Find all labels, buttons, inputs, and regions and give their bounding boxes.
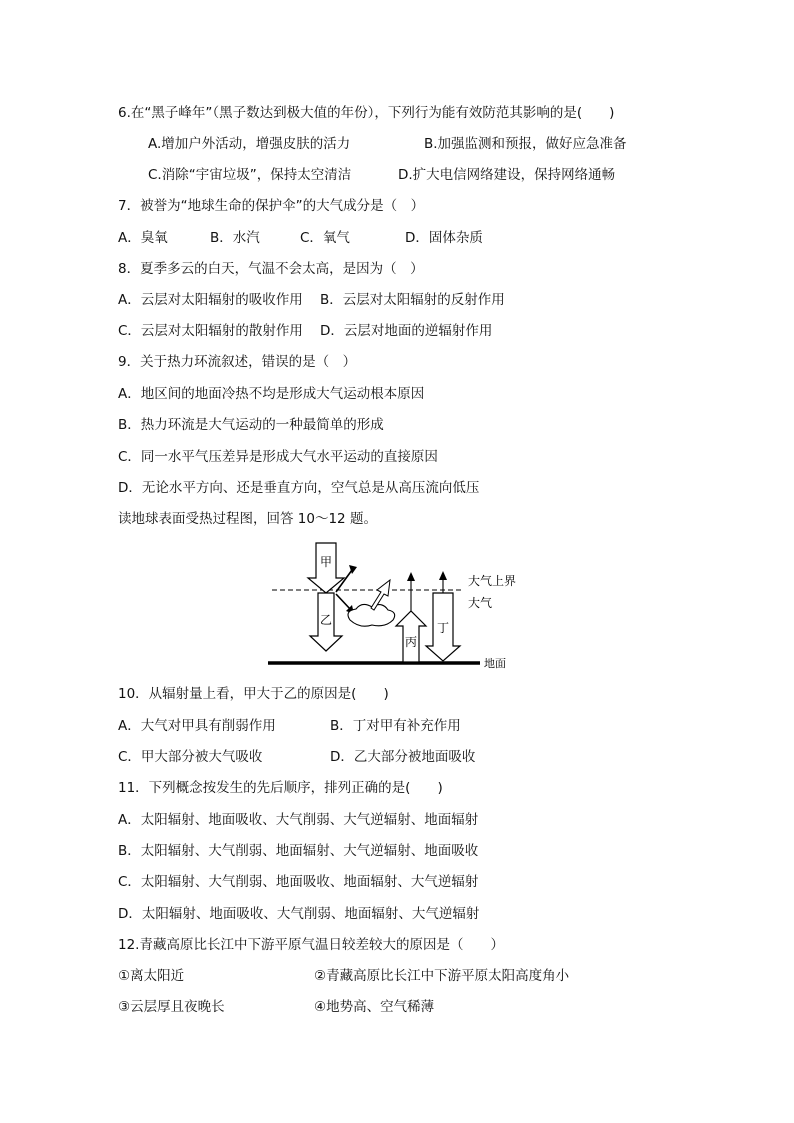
q6-option-d: D.扩大电信网络建设，保持网络通畅 bbox=[398, 167, 616, 183]
q6-stem: 6.在“黑子峰年”（黑子数达到极大值的年份），下列行为能有效防范其影响的是( ) bbox=[118, 105, 615, 121]
label-atmosphere: 大气 bbox=[468, 596, 493, 610]
q9-option-d: D．无论水平方向、还是垂直方向，空气总是从高压流向低压 bbox=[118, 480, 480, 496]
escape-arrowhead bbox=[407, 572, 415, 581]
q10-option-a: A．大气对甲具有削弱作用 bbox=[118, 718, 276, 734]
label-ground: 地面 bbox=[484, 657, 506, 670]
q9-option-b: B．热力环流是大气运动的一种最简单的形成 bbox=[118, 417, 384, 433]
q9-option-c: C．同一水平气压差异是形成大气水平运动的直接原因 bbox=[118, 449, 438, 465]
label-jia: 甲 bbox=[319, 555, 333, 569]
label-bing: 丙 bbox=[404, 635, 418, 649]
q7-option-c: C．氧气 bbox=[300, 230, 350, 246]
q12-option-3: ③云层厚且夜晚长 bbox=[118, 999, 225, 1015]
ding-arrowhead bbox=[439, 571, 447, 580]
q12-stem: 12.青藏高原比长江中下游平原气温日较差较大的原因是（ ） bbox=[118, 937, 504, 953]
q6-option-c: C.消除“宇宙垃圾”，保持太空清洁 bbox=[148, 167, 352, 183]
q9-option-a: A．地区间的地面冷热不均是形成大气运动根本原因 bbox=[118, 386, 425, 402]
q10-option-c: C．甲大部分被大气吸收 bbox=[118, 749, 263, 765]
q12-option-1: ①离太阳近 bbox=[118, 968, 185, 984]
q12-option-2: ②青藏高原比长江中下游平原太阳高度角小 bbox=[314, 968, 570, 984]
q8-option-c: C．云层对太阳辐射的散射作用 bbox=[118, 323, 303, 339]
q7-option-a: A．臭氧 bbox=[118, 230, 168, 246]
q10-stem: 10．从辐射量上看，甲大于乙的原因是( ) bbox=[118, 686, 389, 702]
label-atmosphere-top: 大气上界 bbox=[468, 574, 517, 588]
heating-process-figure bbox=[262, 538, 532, 674]
q7-option-d: D．固体杂质 bbox=[405, 230, 483, 246]
label-ding: 丁 bbox=[436, 621, 450, 635]
label-yi: 乙 bbox=[319, 613, 333, 627]
q12-option-4: ④地势高、空气稀薄 bbox=[314, 999, 435, 1015]
q8-option-a: A．云层对太阳辐射的吸收作用 bbox=[118, 292, 303, 308]
scatter-arrow bbox=[336, 594, 351, 610]
q11-stem: 11．下列概念按发生的先后顺序，排列正确的是( ) bbox=[118, 780, 443, 796]
q11-option-a: A．太阳辐射、地面吸收、大气削弱、大气逆辐射、地面辐射 bbox=[118, 812, 479, 828]
q10-option-d: D．乙大部分被地面吸收 bbox=[330, 749, 476, 765]
q7-option-b: B．水汽 bbox=[210, 230, 260, 246]
q11-option-d: D．太阳辐射、地面吸收、大气削弱、地面辐射、大气逆辐射 bbox=[118, 906, 480, 922]
q11-option-b: B．太阳辐射、大气削弱、地面辐射、大气逆辐射、地面吸收 bbox=[118, 843, 479, 859]
q8-stem: 8．夏季多云的白天，气温不会太高，是因为（ ） bbox=[118, 261, 424, 277]
q7-stem: 7．被誉为“地球生命的保护伞”的大气成分是（ ） bbox=[118, 198, 425, 214]
q6-option-a: A.增加户外活动，增强皮肤的活力 bbox=[148, 136, 351, 152]
q8-option-d: D．云层对地面的逆辐射作用 bbox=[320, 323, 493, 339]
q9-stem: 9．关于热力环流叙述，错误的是（ ） bbox=[118, 354, 357, 370]
q6-option-b: B.加强监测和预报，做好应急准备 bbox=[424, 136, 627, 152]
figure-intro: 读地球表面受热过程图，回答 10～12 题。 bbox=[118, 511, 377, 527]
q8-option-b: B．云层对太阳辐射的反射作用 bbox=[320, 292, 505, 308]
q10-option-b: B．丁对甲有补充作用 bbox=[330, 718, 461, 734]
q11-option-c: C．太阳辐射、大气削弱、地面吸收、地面辐射、大气逆辐射 bbox=[118, 874, 479, 890]
